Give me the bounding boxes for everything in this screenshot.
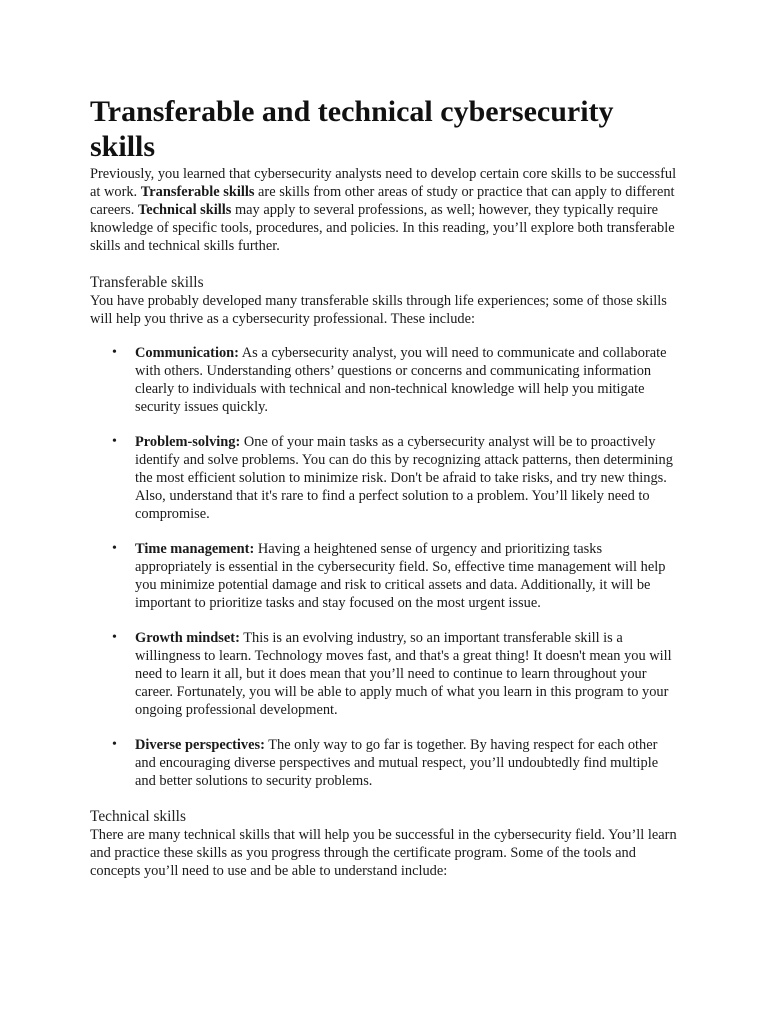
skill-description: Having a heightened sense of urgency and prioritizing tasks appropriately is essential in the cybersecurity field. So, effective time management will help you minimize potential damage and risk to critical assets and data. Additionally, it will be important to prioritize tasks and stay focused on the most urgent issue. — [135, 541, 666, 611]
bullet-icon: • — [112, 737, 117, 752]
document-page — [90, 94, 680, 880]
bullet-icon: • — [112, 434, 117, 449]
skill-term: Growth mindset: — [135, 630, 240, 646]
page-title: Transferable and technical cybersecurity skills — [90, 95, 614, 163]
skill-term: Time management: — [135, 541, 255, 557]
list-item-problem-solving — [90, 433, 680, 523]
transferable-skills-list — [90, 344, 680, 790]
skill-term: Diverse perspectives: — [135, 737, 265, 753]
skill-term: Communication: — [135, 345, 239, 361]
technical-lead-paragraph: There are many technical skills that will help you be successful in the cybersecurity field. You’ll learn and practice these skills as you progress through the certificate program. Some of the tools and concepts you’ll need to use and be able to understand include: — [90, 827, 677, 879]
section-heading-transferable: Transferable skills — [90, 274, 204, 291]
skill-description: This is an evolving industry, so an important transferable skill is a willingness to learn. Technology moves fast, and that's a great thing! It doesn't mean you will need to learn it all, but it does mean that you’ll need to continue to learn throughout your career. Fortunately, you will be able to apply much of what you learn in this program to your ongoing professional development. — [135, 630, 672, 718]
intro-text-2: are skills from other areas of study or practice that can apply to different careers. — [90, 184, 675, 218]
intro-paragraph — [90, 165, 680, 255]
bullet-icon: • — [112, 541, 117, 556]
list-item-diverse-perspectives — [90, 736, 680, 790]
intro-bold-transferable: Transferable skills — [140, 184, 255, 200]
skill-description: The only way to go far is together. By having respect for each other and encouraging diverse perspectives and mutual respect, you’ll undoubtedly find multiple and better solutions to security problems. — [135, 737, 659, 789]
intro-text-3: may apply to several professions, as well; however, they typically require knowledge of specific tools, procedures, and policies. In this reading, you’ll explore both transferable skills and technical skills further. — [90, 202, 675, 254]
skill-term: Problem-solving: — [135, 434, 241, 450]
intro-text-1: Previously, you learned that cybersecurity analysts need to develop certain core skills to be successful at work. — [90, 166, 677, 200]
list-item-communication — [90, 344, 680, 416]
intro-bold-technical: Technical skills — [137, 202, 232, 218]
list-item-growth-mindset — [90, 629, 680, 719]
transferable-lead-paragraph: You have probably developed many transferable skills through life experiences; some of those skills will help you thrive as a cybersecurity professional. These include: — [90, 293, 667, 327]
skill-description: One of your main tasks as a cybersecurity analyst will be to proactively identify and solve problems. You can do this by recognizing attack patterns, then determining the most efficient solution to minimize risk. Don't be afraid to take risks, and try new things. Also, understand that it's rare to find a perfect solution to a problem. You’ll likely need to compromise. — [135, 434, 673, 522]
section-heading-technical: Technical skills — [90, 808, 186, 825]
bullet-icon: • — [112, 345, 117, 360]
skill-description: As a cybersecurity analyst, you will need to communicate and collaborate with others. Understanding others’ questions or concerns and communicating information clearly to individuals with technical and non-technical knowledge will help you mitigate security issues quickly. — [135, 345, 667, 415]
list-item-time-management — [90, 540, 680, 612]
bullet-icon: • — [112, 630, 117, 645]
